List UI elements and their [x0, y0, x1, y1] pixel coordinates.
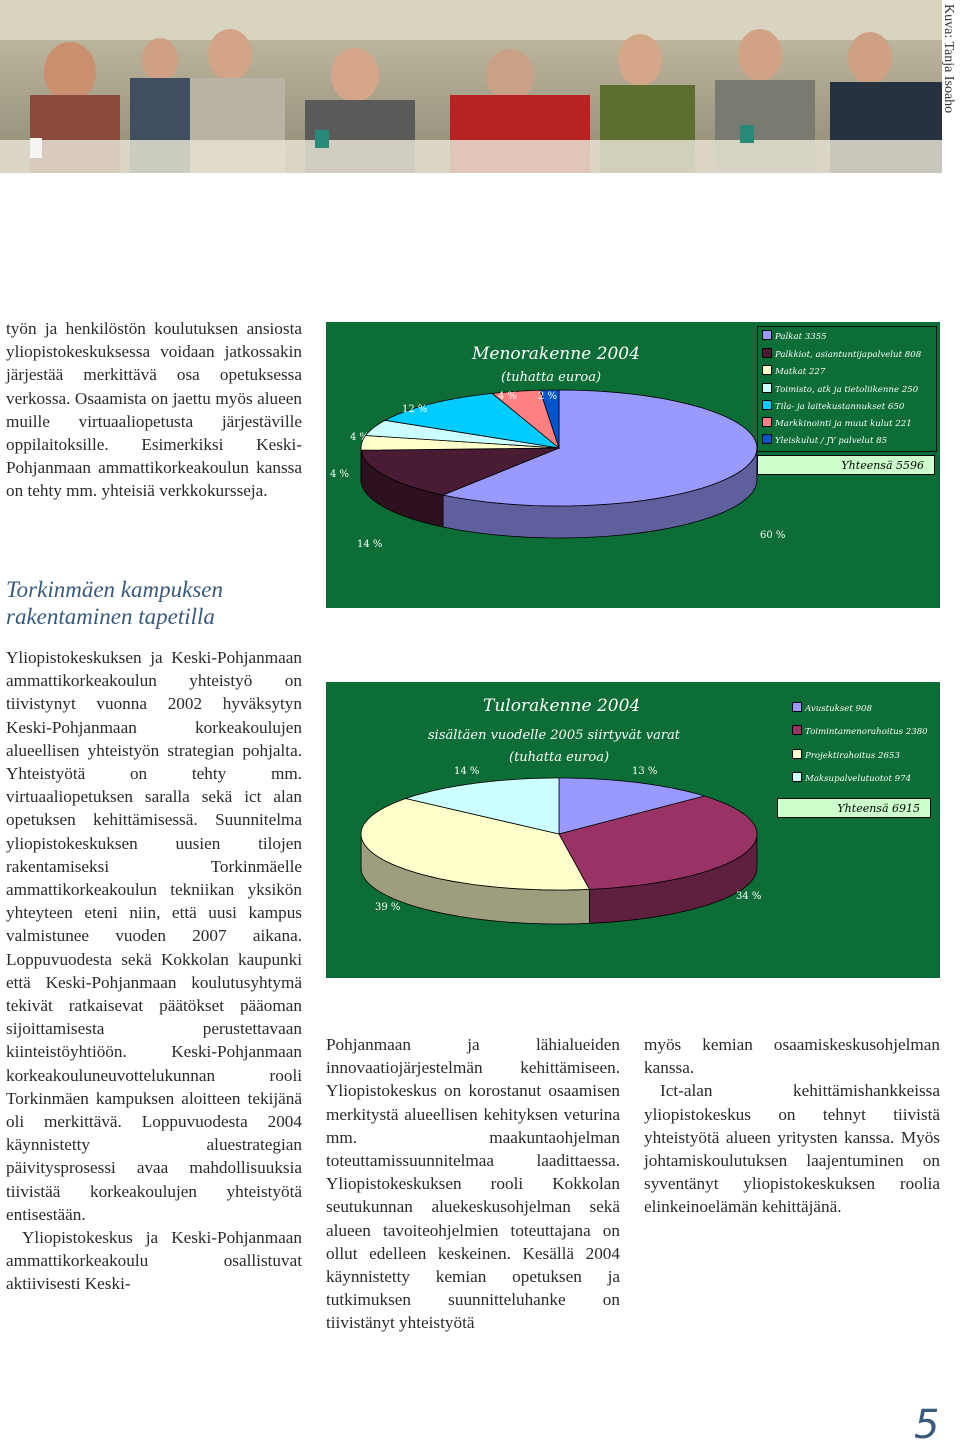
column-1-body [6, 646, 302, 1296]
col1-paragraph-2: Yliopistokeskus ja Keski-Pohjanmaan ammattikorkeakoulu osallistuvat aktiivisesti Keski- [6, 1226, 302, 1296]
column-2-body [326, 1033, 620, 1335]
expense-legend-item: Markkinointi ja muut kulut 221 [762, 417, 912, 429]
income-pct-maksupalvelutuotot: 14 % [454, 766, 479, 777]
col2-paragraph-1: Pohjanmaan ja lähialueiden innovaatiojärjestelmän kehittämiseen. Yliopistokeskus on korostanut osaamisen merkitystä alueellisen kehityksen veturina mm. maakuntaohjelman toteuttamissuunnitelmaa laadittaessa. Yliopistokeskuksen rooli Kokkolan seutukunnan aluekeskusohjelman sekä alueen tavoiteohjelmien toteuttajana on ollut edelleen keskeinen. Kesällä 2004 käynnistetty kemian opetuksen ja tutkimuksen suunnitteluhanke on tiivistänyt yhteistyötä [326, 1033, 620, 1335]
seminar-photo-illustration [0, 0, 942, 173]
expense-legend-item: Palkkiot, asiantuntijapalvelut 808 [762, 348, 921, 360]
intro-paragraph [6, 317, 302, 503]
expense-pct-yleiskulut: 2 % [538, 391, 557, 402]
expense-pct-palkkiot: 14 % [357, 539, 382, 550]
expense-chart-subtitle: (tuhatta euroa) [501, 370, 601, 385]
income-legend-item: Toimintamenorahoitus 2380 [792, 725, 928, 737]
col3-paragraph-2: Ict-alan kehittämishankkeissa yliopistokeskus on tehnyt tiivistä yhteistyötä alueen yritysten kanssa. Myös johtamiskoulutuksen laajentuminen on syventänyt yliopistokeskuksen roolia elinkeinoelämän kehittäjänä. [644, 1079, 940, 1218]
expense-pct-matkat: 4 % [330, 469, 349, 480]
expense-chart-panel [326, 322, 940, 608]
income-chart-subtitle: sisältäen vuodelle 2005 siirtyvät varat [428, 728, 680, 743]
income-legend [772, 696, 936, 788]
page-number: 5 [914, 1402, 939, 1448]
expense-legend-item: Yleiskulut / JY palvelut 85 [762, 434, 887, 446]
col3-paragraph-1: myös kemian osaamiskeskusohjelman kanssa. [644, 1033, 940, 1079]
expense-legend-item: Toimisto, atk ja tietoliikenne 250 [762, 383, 918, 395]
expense-legend-item: Palkat 3355 [762, 330, 827, 342]
income-pct-toimintamenorahoitus: 34 % [736, 891, 761, 902]
income-pct-projektirahoitus: 39 % [375, 902, 400, 913]
expense-legend-item: Tila- ja laitekustannukset 650 [762, 400, 904, 412]
income-chart-subtitle-2: (tuhatta euroa) [509, 750, 609, 765]
income-legend-item: Avustukset 908 [792, 702, 872, 714]
expense-pct-palkat: 60 % [760, 530, 785, 541]
expense-legend-item: Matkat 227 [762, 365, 825, 377]
expense-pct-tila: 12 % [402, 404, 427, 415]
expense-chart-title: Menorakenne 2004 [472, 344, 640, 364]
income-pct-avustukset: 13 % [632, 766, 657, 777]
column-3-body [644, 1033, 940, 1219]
expense-pct-toimisto: 4 % [350, 432, 369, 443]
income-chart-title: Tulorakenne 2004 [483, 696, 640, 716]
income-chart-panel [326, 682, 940, 978]
expense-total: Yhteensä 5596 [757, 455, 935, 475]
intro-text: työn ja henkilöstön koulutuksen ansiosta yliopistokeskuksessa voidaan jatkossakin järjestää merkittävä osa opetuksessa verkossa. Osaamista on jaettu myös alueen muille virtuaaliopetusta järjestäville oppilaitoksille. Esimerkiksi Keski-Pohjanmaan ammattikorkeakoulun kanssa on tehty mm. yhteisiä verkkokursseja. [6, 317, 302, 503]
photo-credit: Kuva: Tanja Isoaho [944, 4, 958, 172]
seminar-photo [0, 0, 942, 173]
section-heading: Torkinmäen kampuksen rakentaminen tapetilla [6, 576, 316, 630]
income-legend-item: Projektirahoitus 2653 [792, 749, 900, 761]
col1-paragraph-1: Yliopistokeskuksen ja Keski-Pohjanmaan ammattikorkeakoulun yhteistyö on tiivistynyt vuonna 2002 hyväksytyn Keski-Pohjanmaan korkeakoulujen alueellisen yhteistyön strategian pohjalta. Yhteistyötä on tehty mm. virtuaaliopetuksen saralla sekä ict alan opetuksen kehittämisessä. Suunnitelma yliopistokeskuksen uusien tilojen rakentamiseksi Torkinmäelle ammattikorkeakoulun tekniikan yksikön yhteyteen eteni niin, että uusi kampus valmistunee vuoden 2007 aikana. Loppuvuodesta sekä Kokkolan kaupunki että Keski-Pohjanmaan koulutusyhtymä tekivät ratkaisevat päätökset pääoman sijoittamisesta perustettavaan kiinteistöyhtiöön. Keski-Pohjanmaan korkeakouluneuvottelukunnan rooli Torkinmäen kampuksen aloitteen tekijänä oli merkittävä. Loppuvuodesta 2004 käynnistetty aluestrategian päivitysprosessi avaa mahdollisuuksia tiivistää korkeakoulujen yhteistyötä entisestään. [6, 646, 302, 1226]
expense-pct-markkinointi: 4 % [498, 391, 517, 402]
income-legend-item: Maksupalvelutuotot 974 [792, 772, 911, 784]
income-total: Yhteensä 6915 [777, 798, 931, 818]
expense-legend [757, 326, 937, 452]
